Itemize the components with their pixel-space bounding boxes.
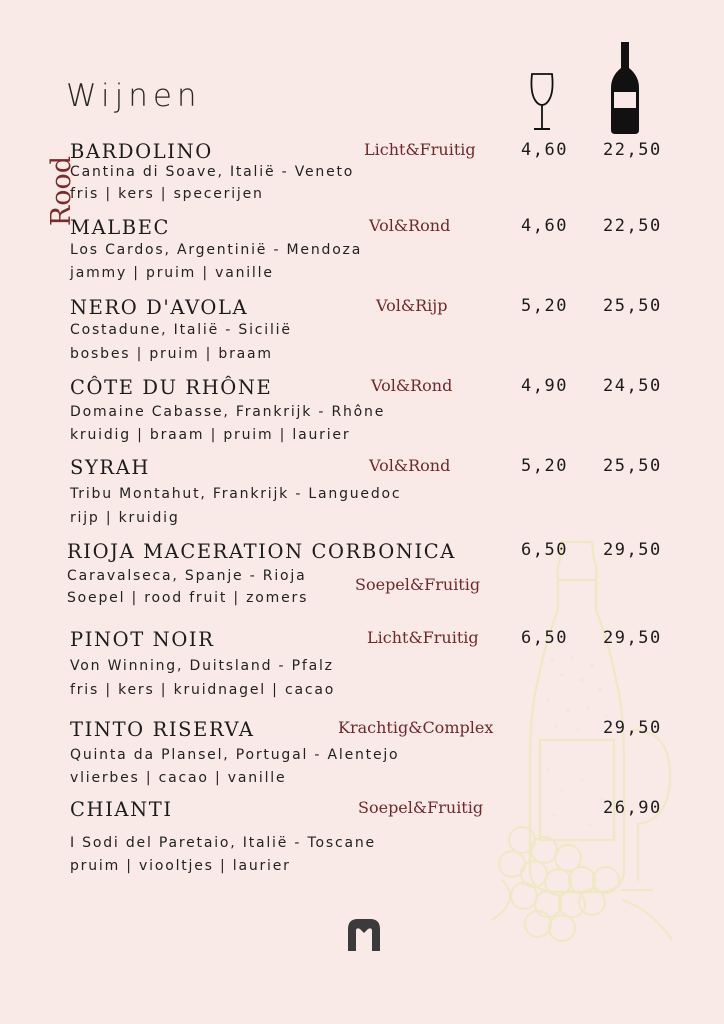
wine-name: CHIANTI bbox=[70, 798, 173, 821]
wine-style: Vol&Rond bbox=[369, 216, 451, 235]
wine-style: Soepel&Fruitig bbox=[358, 798, 484, 817]
brand-logo-icon bbox=[346, 917, 382, 953]
wine-notes: fris | kers | kruidnagel | cacao bbox=[70, 682, 336, 698]
wine-notes: vlierbes | cacao | vanille bbox=[70, 770, 287, 786]
price-glass: 5,20 bbox=[521, 296, 568, 316]
wine-name: PINOT NOIR bbox=[70, 628, 215, 651]
wine-style: Licht&Fruitig bbox=[367, 628, 479, 647]
wine-origin: Quinta da Plansel, Portugal - Alentejo bbox=[70, 747, 400, 763]
wine-name: RIOJA MACERATION CORBONICA bbox=[67, 540, 456, 563]
price-bottle: 24,50 bbox=[603, 376, 662, 396]
wine-origin: Domaine Cabasse, Frankrijk - Rhône bbox=[70, 404, 386, 420]
wine-name: SYRAH bbox=[70, 456, 151, 479]
wine-origin: Cantina di Soave, Italië - Veneto bbox=[70, 164, 355, 180]
wine-name: CÔTE DU RHÔNE bbox=[70, 376, 273, 399]
price-bottle: 25,50 bbox=[603, 456, 662, 476]
wine-origin: Von Winning, Duitsland - Pfalz bbox=[70, 658, 334, 674]
wine-origin: Los Cardos, Argentinië - Mendoza bbox=[70, 242, 363, 258]
wine-name: BARDOLINO bbox=[70, 140, 213, 163]
price-glass: 4,60 bbox=[521, 140, 568, 160]
price-glass: 5,20 bbox=[521, 456, 568, 476]
wine-style: Vol&Rijp bbox=[376, 296, 448, 315]
wine-notes: bosbes | pruim | braam bbox=[70, 346, 273, 362]
price-bottle: 29,50 bbox=[603, 540, 662, 560]
price-bottle: 26,90 bbox=[603, 798, 662, 818]
section-label: Rood bbox=[46, 155, 77, 227]
price-glass: 6,50 bbox=[521, 628, 568, 648]
price-bottle: 29,50 bbox=[603, 628, 662, 648]
wine-notes: pruim | viooltjes | laurier bbox=[70, 858, 291, 874]
wine-style: Krachtig&Complex bbox=[338, 718, 494, 737]
wine-bottle-icon bbox=[610, 42, 640, 134]
wine-notes: rijp | kruidig bbox=[70, 510, 180, 526]
wine-notes: jammy | pruim | vanille bbox=[70, 265, 274, 281]
wine-origin: Tribu Montahut, Frankrijk - Languedoc bbox=[70, 486, 402, 502]
wine-name: TINTO RISERVA bbox=[70, 718, 255, 741]
price-glass: 4,90 bbox=[521, 376, 568, 396]
wine-glass-icon bbox=[528, 72, 556, 132]
wine-origin: I Sodi del Paretaio, Italië - Toscane bbox=[70, 835, 376, 851]
price-bottle: 22,50 bbox=[603, 140, 662, 160]
wine-style: Vol&Rond bbox=[371, 376, 453, 395]
bottle-grapes-illustration bbox=[482, 540, 682, 960]
price-bottle: 25,50 bbox=[603, 296, 662, 316]
wine-name: NERO D'AVOLA bbox=[70, 296, 249, 319]
price-bottle: 29,50 bbox=[603, 718, 662, 738]
price-glass: 4,60 bbox=[521, 216, 568, 236]
wine-origin: Costadune, Italië - Sicilië bbox=[70, 322, 292, 338]
wine-style: Vol&Rond bbox=[369, 456, 451, 475]
wine-name: MALBEC bbox=[70, 216, 171, 239]
wine-notes: fris | kers | specerijen bbox=[70, 186, 264, 202]
wine-style: Licht&Fruitig bbox=[364, 140, 476, 159]
price-glass: 6,50 bbox=[521, 540, 568, 560]
page-title: Wijnen bbox=[66, 78, 202, 114]
wine-notes: Soepel | rood fruit | zomers bbox=[67, 590, 309, 606]
wine-style: Soepel&Fruitig bbox=[355, 575, 481, 594]
price-bottle: 22,50 bbox=[603, 216, 662, 236]
wine-notes: kruidig | braam | pruim | laurier bbox=[70, 427, 351, 443]
wine-origin: Caravalseca, Spanje - Rioja bbox=[67, 568, 307, 584]
